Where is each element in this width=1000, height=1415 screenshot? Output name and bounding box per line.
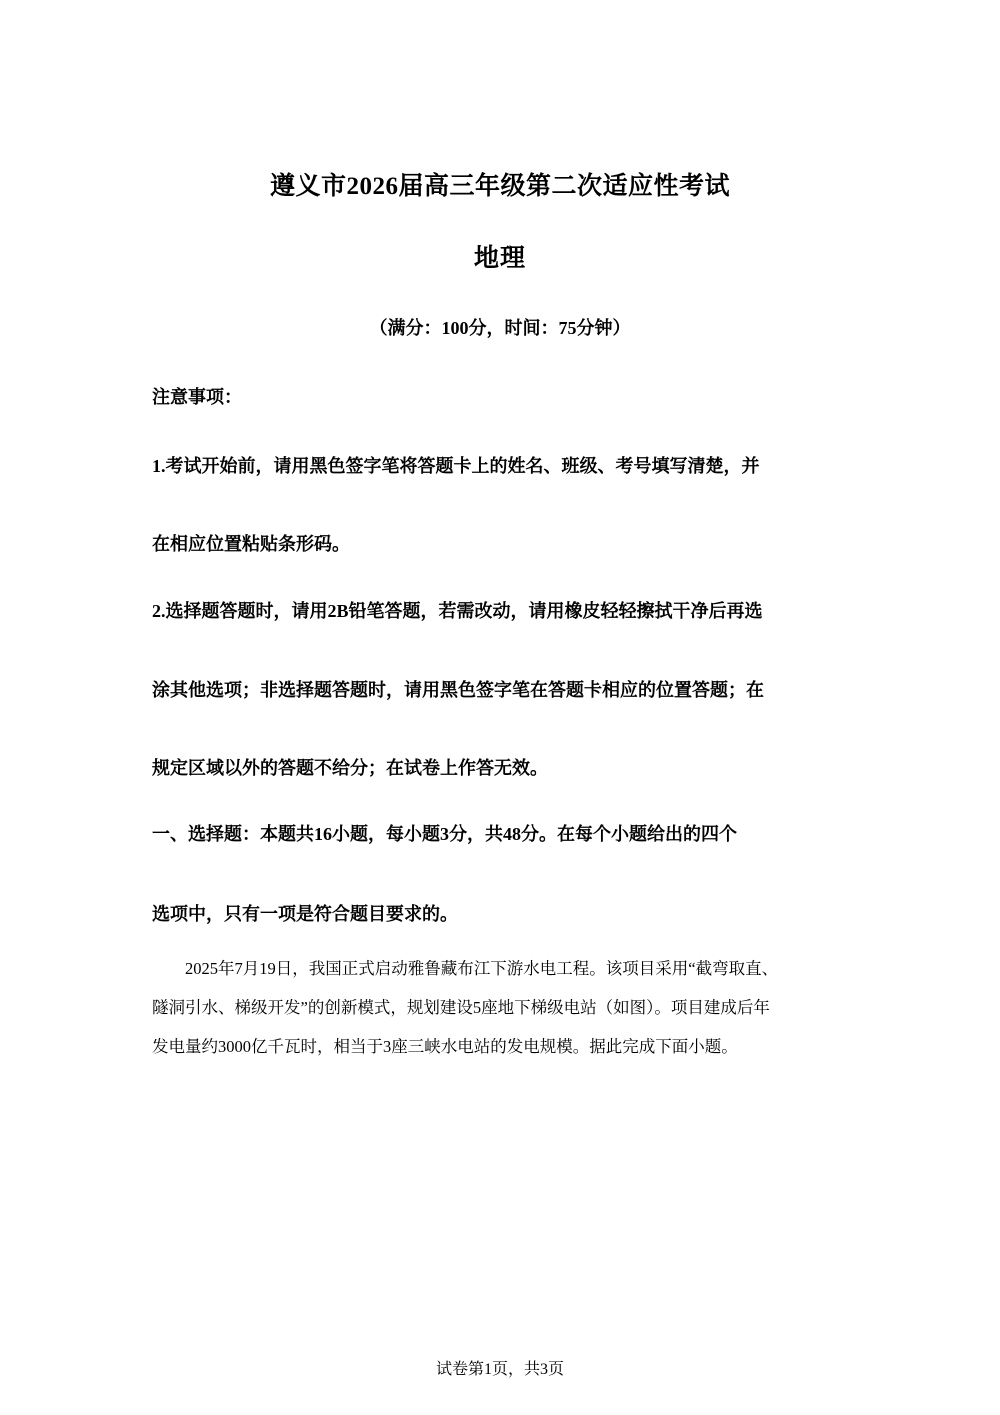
notice-heading: 注意事项：	[152, 387, 242, 407]
passage-line: 发电量约3000亿千瓦时，相当于3座三峡水电站的发电规模。据此完成下面小题。	[152, 1037, 738, 1056]
notice-line: 涂其他选项；非选择题答题时，请用黑色签字笔在答题卡相应的位置答题；在	[152, 680, 764, 700]
notice-line: 1.考试开始前，请用黑色签字笔将答题卡上的姓名、班级、考号填写清楚，并	[152, 456, 760, 476]
section-line: 选项中，只有一项是符合题目要求的。	[152, 904, 458, 924]
notice-line: 在相应位置粘贴条形码。	[152, 534, 350, 554]
notice-line: 2.选择题答题时，请用2B铅笔答题，若需改动，请用橡皮轻轻擦拭干净后再选	[152, 601, 763, 621]
notice-line: 规定区域以外的答题不给分；在试卷上作答无效。	[152, 758, 548, 778]
exam-title: 遵义市2026届高三年级第二次适应性考试	[269, 173, 730, 200]
page-footer: 试卷第1页，共3页	[435, 1361, 564, 1378]
section-line: 一、选择题：本题共16小题，每小题3分，共48分。在每个小题给出的四个	[152, 824, 737, 844]
subject-title: 地理	[473, 245, 526, 272]
passage-line: 隧洞引水、梯级开发”的创新模式，规划建设5座地下梯级电站（如图）。项目建成后年	[152, 998, 770, 1017]
exam-info: （满分：100分，时间：75分钟）	[369, 318, 631, 338]
passage-line: 2025年7月19日，我国正式启动雅鲁藏布江下游水电工程。该项目采用“截弯取直、	[152, 959, 779, 978]
